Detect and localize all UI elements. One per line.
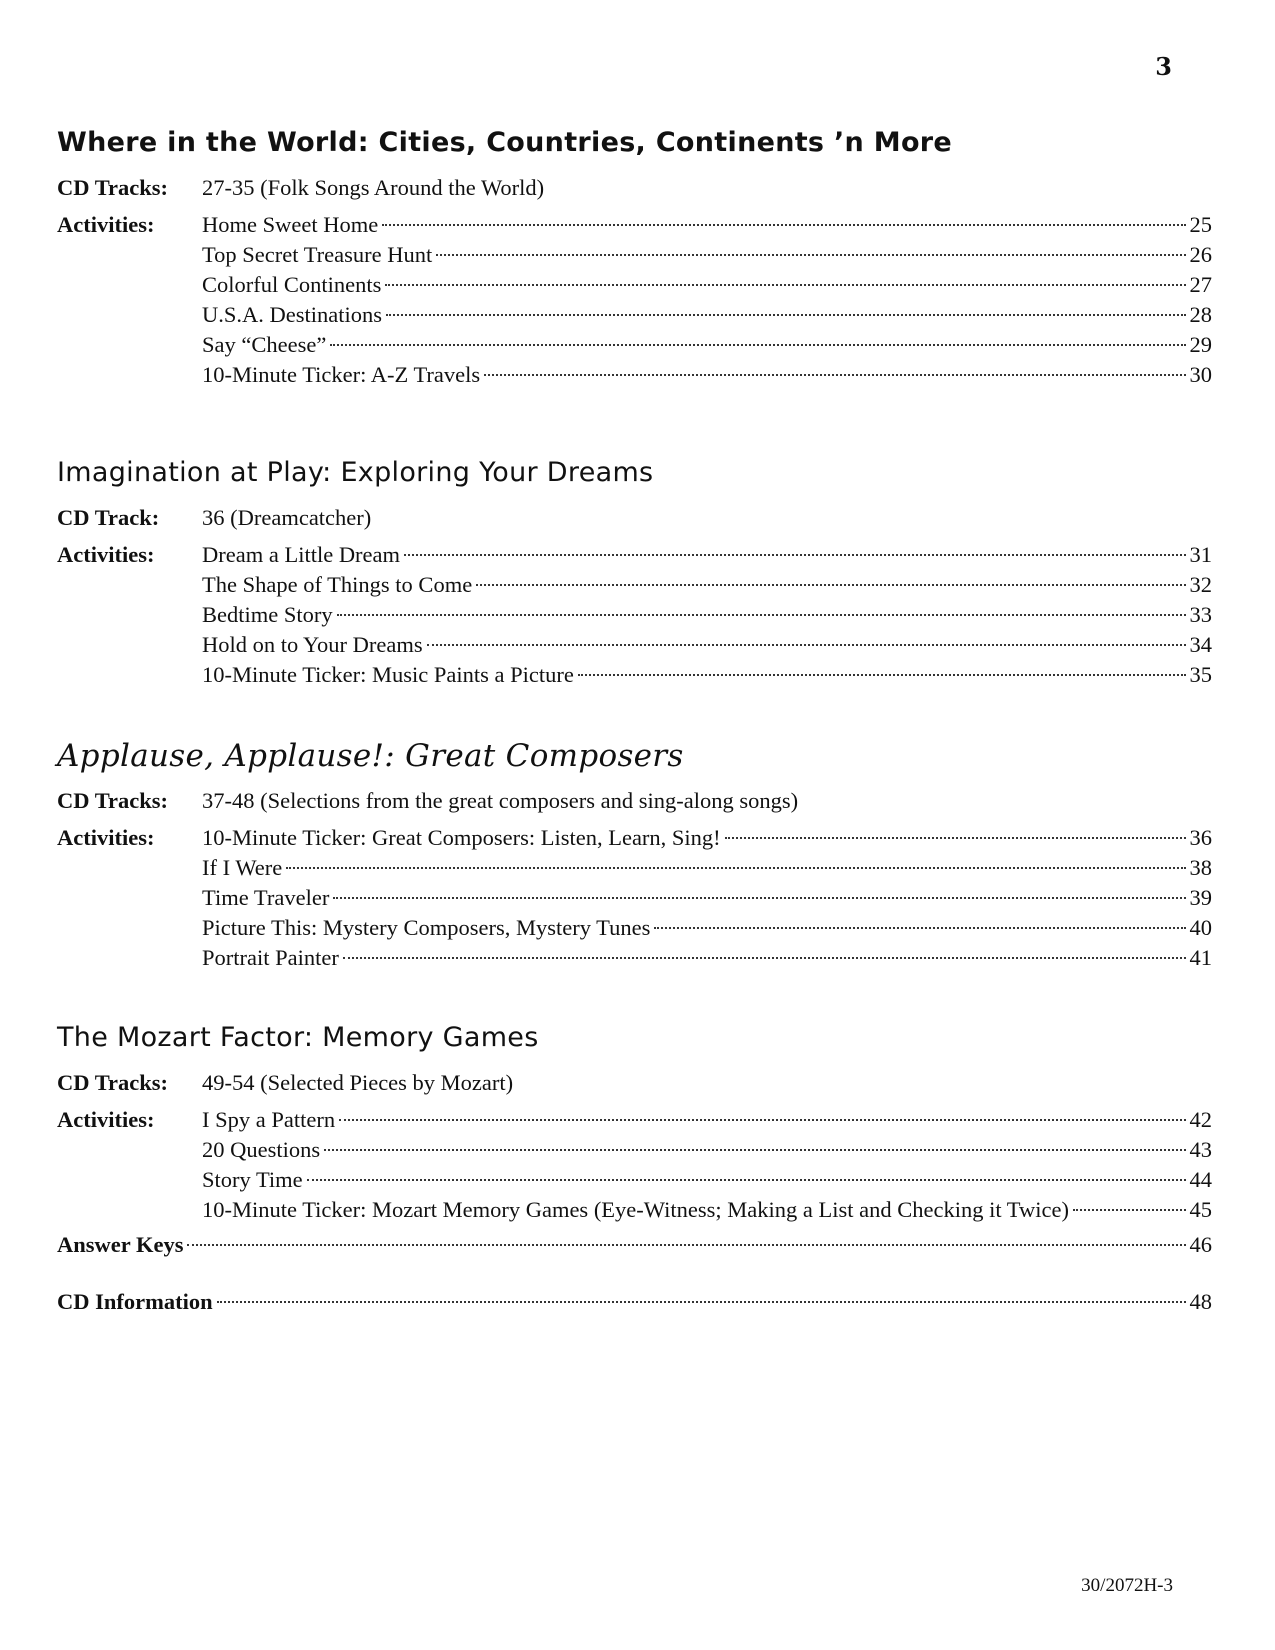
activities-label: Activities: — [57, 825, 155, 850]
entry-page: 36 — [1189, 825, 1212, 850]
entry-title: Colorful Continents — [202, 272, 382, 297]
dot-leader — [343, 957, 1186, 959]
entry-title: CD Information — [57, 1289, 213, 1314]
dot-leader — [476, 584, 1185, 586]
dot-leader — [404, 554, 1185, 556]
entry-title: Dream a Little Dream — [202, 542, 401, 567]
dot-leader — [333, 897, 1185, 899]
cd-tracks-label: CD Tracks: — [57, 175, 169, 200]
entry-title: Home Sweet Home — [202, 212, 379, 237]
toc-entry[interactable] — [202, 330, 1212, 360]
entry-page: 40 — [1189, 915, 1212, 940]
toc-entry[interactable] — [202, 210, 1212, 240]
entry-page: 27 — [1189, 272, 1212, 297]
cd-tracks-value: 37-48 (Selections from the great composers and sing-along songs) — [202, 788, 799, 813]
entry-title: Say “Cheese” — [202, 332, 327, 357]
section-title: Imagination at Play: Exploring Your Dreams — [57, 457, 654, 488]
toc-entry[interactable] — [202, 600, 1212, 630]
dot-leader — [1073, 1209, 1186, 1211]
entry-page: 48 — [1189, 1289, 1212, 1314]
dot-leader — [484, 374, 1185, 376]
activities-label: Activities: — [57, 1107, 155, 1132]
entry-title: Bedtime Story — [202, 602, 333, 627]
section-title: Where in the World: Cities, Countries, Continents ’n More — [57, 127, 953, 158]
footer-code: 30/2072H-3 — [1081, 1575, 1173, 1596]
dot-leader — [386, 314, 1186, 316]
section-title: Applause, Applause!: Great Composers — [57, 738, 684, 774]
dot-leader — [436, 254, 1185, 256]
activities-row — [57, 540, 1212, 690]
dot-leader — [307, 1179, 1186, 1181]
toc-entry-cd-information[interactable] — [57, 1287, 1212, 1317]
toc-entry[interactable] — [202, 1135, 1212, 1165]
entry-page: 45 — [1189, 1197, 1212, 1222]
toc-entry[interactable] — [202, 883, 1212, 913]
toc-entry[interactable] — [202, 1105, 1212, 1135]
entry-title: 10-Minute Ticker: Great Composers: Listen, Learn, Sing! — [202, 825, 721, 850]
dot-leader — [217, 1301, 1186, 1303]
cd-tracks-row — [57, 1068, 1212, 1098]
cd-tracks-value: 36 (Dreamcatcher) — [202, 505, 372, 530]
toc-section-imagination-at-play — [57, 455, 1212, 690]
toc-entry[interactable] — [202, 823, 1212, 853]
dot-leader — [382, 224, 1185, 226]
entry-title: U.S.A. Destinations — [202, 302, 382, 327]
toc-entry[interactable] — [202, 853, 1212, 883]
cd-tracks-row — [57, 503, 1212, 533]
entry-page: 34 — [1189, 632, 1212, 657]
cd-tracks-value: 49-54 (Selected Pieces by Mozart) — [202, 1070, 514, 1095]
cd-tracks-label: CD Tracks: — [57, 1070, 169, 1095]
entry-page: 43 — [1189, 1137, 1212, 1162]
toc-entry[interactable] — [202, 300, 1212, 330]
activities-label: Activities: — [57, 542, 155, 567]
entry-title: Story Time — [202, 1167, 303, 1192]
activities-row — [57, 210, 1212, 390]
entry-page: 26 — [1189, 242, 1212, 267]
dot-leader — [324, 1149, 1185, 1151]
entry-title: 10-Minute Ticker: Music Paints a Picture — [202, 662, 574, 687]
entry-page: 29 — [1189, 332, 1212, 357]
toc-entry[interactable] — [202, 540, 1212, 570]
toc-entry[interactable] — [202, 660, 1212, 690]
toc-section-mozart-factor — [57, 1020, 1212, 1225]
cd-tracks-row — [57, 173, 1212, 203]
dot-leader — [339, 1119, 1185, 1121]
toc-entry[interactable] — [202, 570, 1212, 600]
entry-title: The Shape of Things to Come — [202, 572, 473, 597]
entry-title: Hold on to Your Dreams — [202, 632, 423, 657]
activities-label: Activities: — [57, 212, 155, 237]
dot-leader — [337, 614, 1186, 616]
cd-tracks-label: CD Track: — [57, 505, 160, 530]
entry-page: 33 — [1189, 602, 1212, 627]
activities-list — [202, 210, 1212, 390]
activities-row — [57, 823, 1212, 973]
dot-leader — [187, 1244, 1185, 1246]
activities-list — [202, 540, 1212, 690]
cd-tracks-row — [57, 786, 1212, 816]
dot-leader — [427, 644, 1186, 646]
toc-entry[interactable] — [202, 240, 1212, 270]
toc-entry[interactable] — [202, 630, 1212, 660]
toc-entry[interactable] — [202, 1165, 1212, 1195]
entry-title: 20 Questions — [202, 1137, 321, 1162]
entry-page: 41 — [1189, 945, 1212, 970]
entry-page: 31 — [1189, 542, 1212, 567]
entry-page: 30 — [1189, 362, 1212, 387]
entry-page: 42 — [1189, 1107, 1212, 1132]
dot-leader — [286, 867, 1185, 869]
toc-entry-answer-keys[interactable] — [57, 1230, 1212, 1260]
entry-page: 25 — [1189, 212, 1212, 237]
entry-page: 38 — [1189, 855, 1212, 880]
dot-leader — [578, 674, 1186, 676]
toc-entry[interactable] — [202, 360, 1212, 390]
dot-leader — [654, 927, 1185, 929]
dot-leader — [725, 837, 1186, 839]
dot-leader — [330, 344, 1185, 346]
entry-title: I Spy a Pattern — [202, 1107, 336, 1132]
entry-title: 10-Minute Ticker: A-Z Travels — [202, 362, 481, 387]
entry-title: Top Secret Treasure Hunt — [202, 242, 433, 267]
entry-page: 46 — [1189, 1232, 1212, 1257]
activities-row — [57, 1105, 1212, 1225]
toc-section-applause-applause — [57, 738, 1212, 973]
entry-page: 35 — [1189, 662, 1212, 687]
toc-entry[interactable] — [202, 270, 1212, 300]
toc-entry[interactable] — [202, 1195, 1212, 1225]
entry-title: Answer Keys — [57, 1232, 184, 1257]
cd-tracks-value: 27-35 (Folk Songs Around the World) — [202, 175, 545, 200]
entry-page: 32 — [1189, 572, 1212, 597]
toc-section-where-in-the-world — [57, 125, 1212, 390]
entry-page: 44 — [1189, 1167, 1212, 1192]
cd-tracks-label: CD Tracks: — [57, 788, 169, 813]
entry-title: 10-Minute Ticker: Mozart Memory Games (Eye-Witness; Making a List and Checking it Twice) — [202, 1197, 1069, 1222]
toc-entry[interactable] — [202, 913, 1212, 943]
toc-entry[interactable] — [202, 943, 1212, 973]
entry-title: Time Traveler — [202, 885, 330, 910]
entry-page: 39 — [1189, 885, 1212, 910]
page-number: 3 — [1155, 52, 1172, 81]
activities-list — [202, 823, 1212, 973]
entry-title: Portrait Painter — [202, 945, 339, 970]
section-title: The Mozart Factor: Memory Games — [57, 1022, 539, 1053]
entry-page: 28 — [1189, 302, 1212, 327]
entry-title: If I Were — [202, 855, 283, 880]
entry-title: Picture This: Mystery Composers, Mystery Tunes — [202, 915, 651, 940]
dot-leader — [385, 284, 1185, 286]
activities-list — [202, 1105, 1212, 1225]
